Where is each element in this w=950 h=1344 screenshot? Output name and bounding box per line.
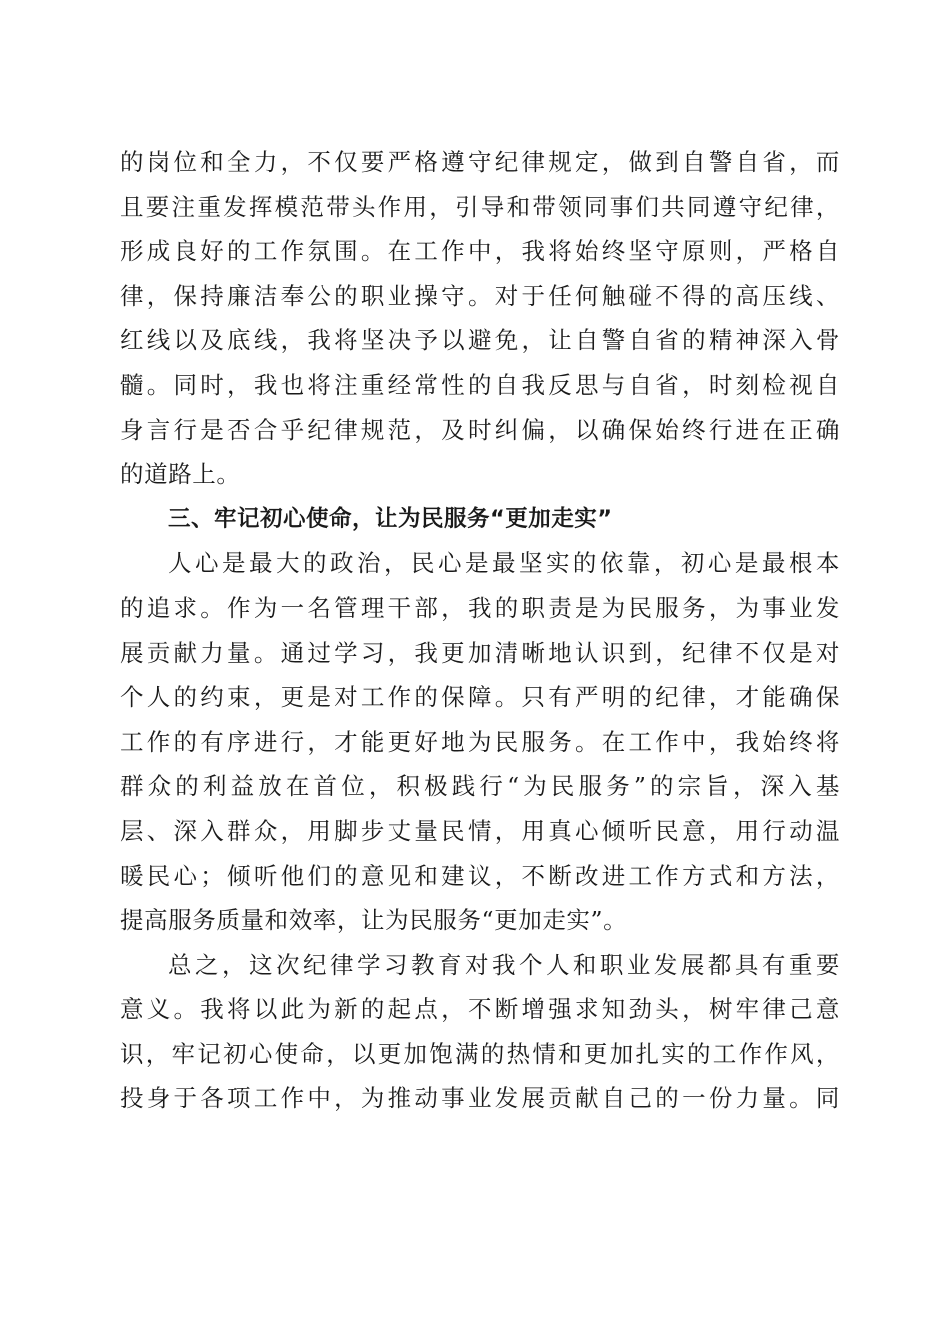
- text-line: 层、深入群众，用脚步丈量民情，用真心倾听民意，用行动温: [120, 816, 840, 845]
- document-body: [120, 140, 840, 1121]
- text-line: 身言行是否合乎纪律规范，及时纠偏，以确保始终行进在正确: [120, 415, 840, 444]
- text-line: 意义。我将以此为新的起点，不断增强求知劲头，树牢律己意: [120, 995, 840, 1024]
- paragraph-continuation: [120, 140, 840, 497]
- paragraph-serve-people: [120, 541, 840, 942]
- text-line: 红线以及底线，我将坚决予以避免，让自警自省的精神深入骨: [120, 326, 840, 355]
- section-heading: 三、牢记初心使命，让为民服务“更加走实”: [168, 505, 613, 532]
- text-line: 形成良好的工作氛围。在工作中，我将始终坚守原则，严格自: [120, 237, 840, 266]
- paragraph-conclusion: [120, 943, 840, 1121]
- text-line: 投身于各项工作中，为推动事业发展贡献自己的一份力量。同: [120, 1084, 840, 1113]
- text-line: 的追求。作为一名管理干部，我的职责是为民服务，为事业发: [120, 593, 840, 622]
- text-line: 个人的约束，更是对工作的保障。只有严明的纪律，才能确保: [120, 683, 840, 712]
- text-line: 人心是最大的政治，民心是最坚实的依靠，初心是最根本: [168, 549, 840, 578]
- text-line: 髓。同时，我也将注重经常性的自我反思与自省，时刻检视自: [120, 370, 840, 399]
- text-line: 律，保持廉洁奉公的职业操守。对于任何触碰不得的高压线、: [120, 281, 840, 310]
- text-line: 总之，这次纪律学习教育对我个人和职业发展都具有重要: [168, 950, 840, 979]
- text-line: 展贡献力量。通过学习，我更加清晰地认识到，纪律不仅是对: [120, 638, 840, 667]
- text-line: 的岗位和全力，不仅要严格遵守纪律规定，做到自警自省，而: [120, 148, 840, 176]
- text-line: 提高服务质量和效率，让为民服务“更加走实”。: [120, 906, 628, 935]
- text-line: 群众的利益放在首位，积极践行“为民服务”的宗旨，深入基: [120, 772, 840, 801]
- text-line: 的道路上。: [120, 460, 241, 489]
- text-line: 识，牢记初心使命，以更加饱满的热情和更加扎实的工作作风，: [120, 1039, 840, 1068]
- text-line: 工作的有序进行，才能更好地为民服务。在工作中，我始终将: [120, 727, 840, 756]
- text-line: 且要注重发挥模范带头作用，引导和带领同事们共同遵守纪律，: [120, 192, 840, 221]
- text-line: 暖民心；倾听他们的意见和建议，不断改进工作方式和方法，: [120, 861, 840, 890]
